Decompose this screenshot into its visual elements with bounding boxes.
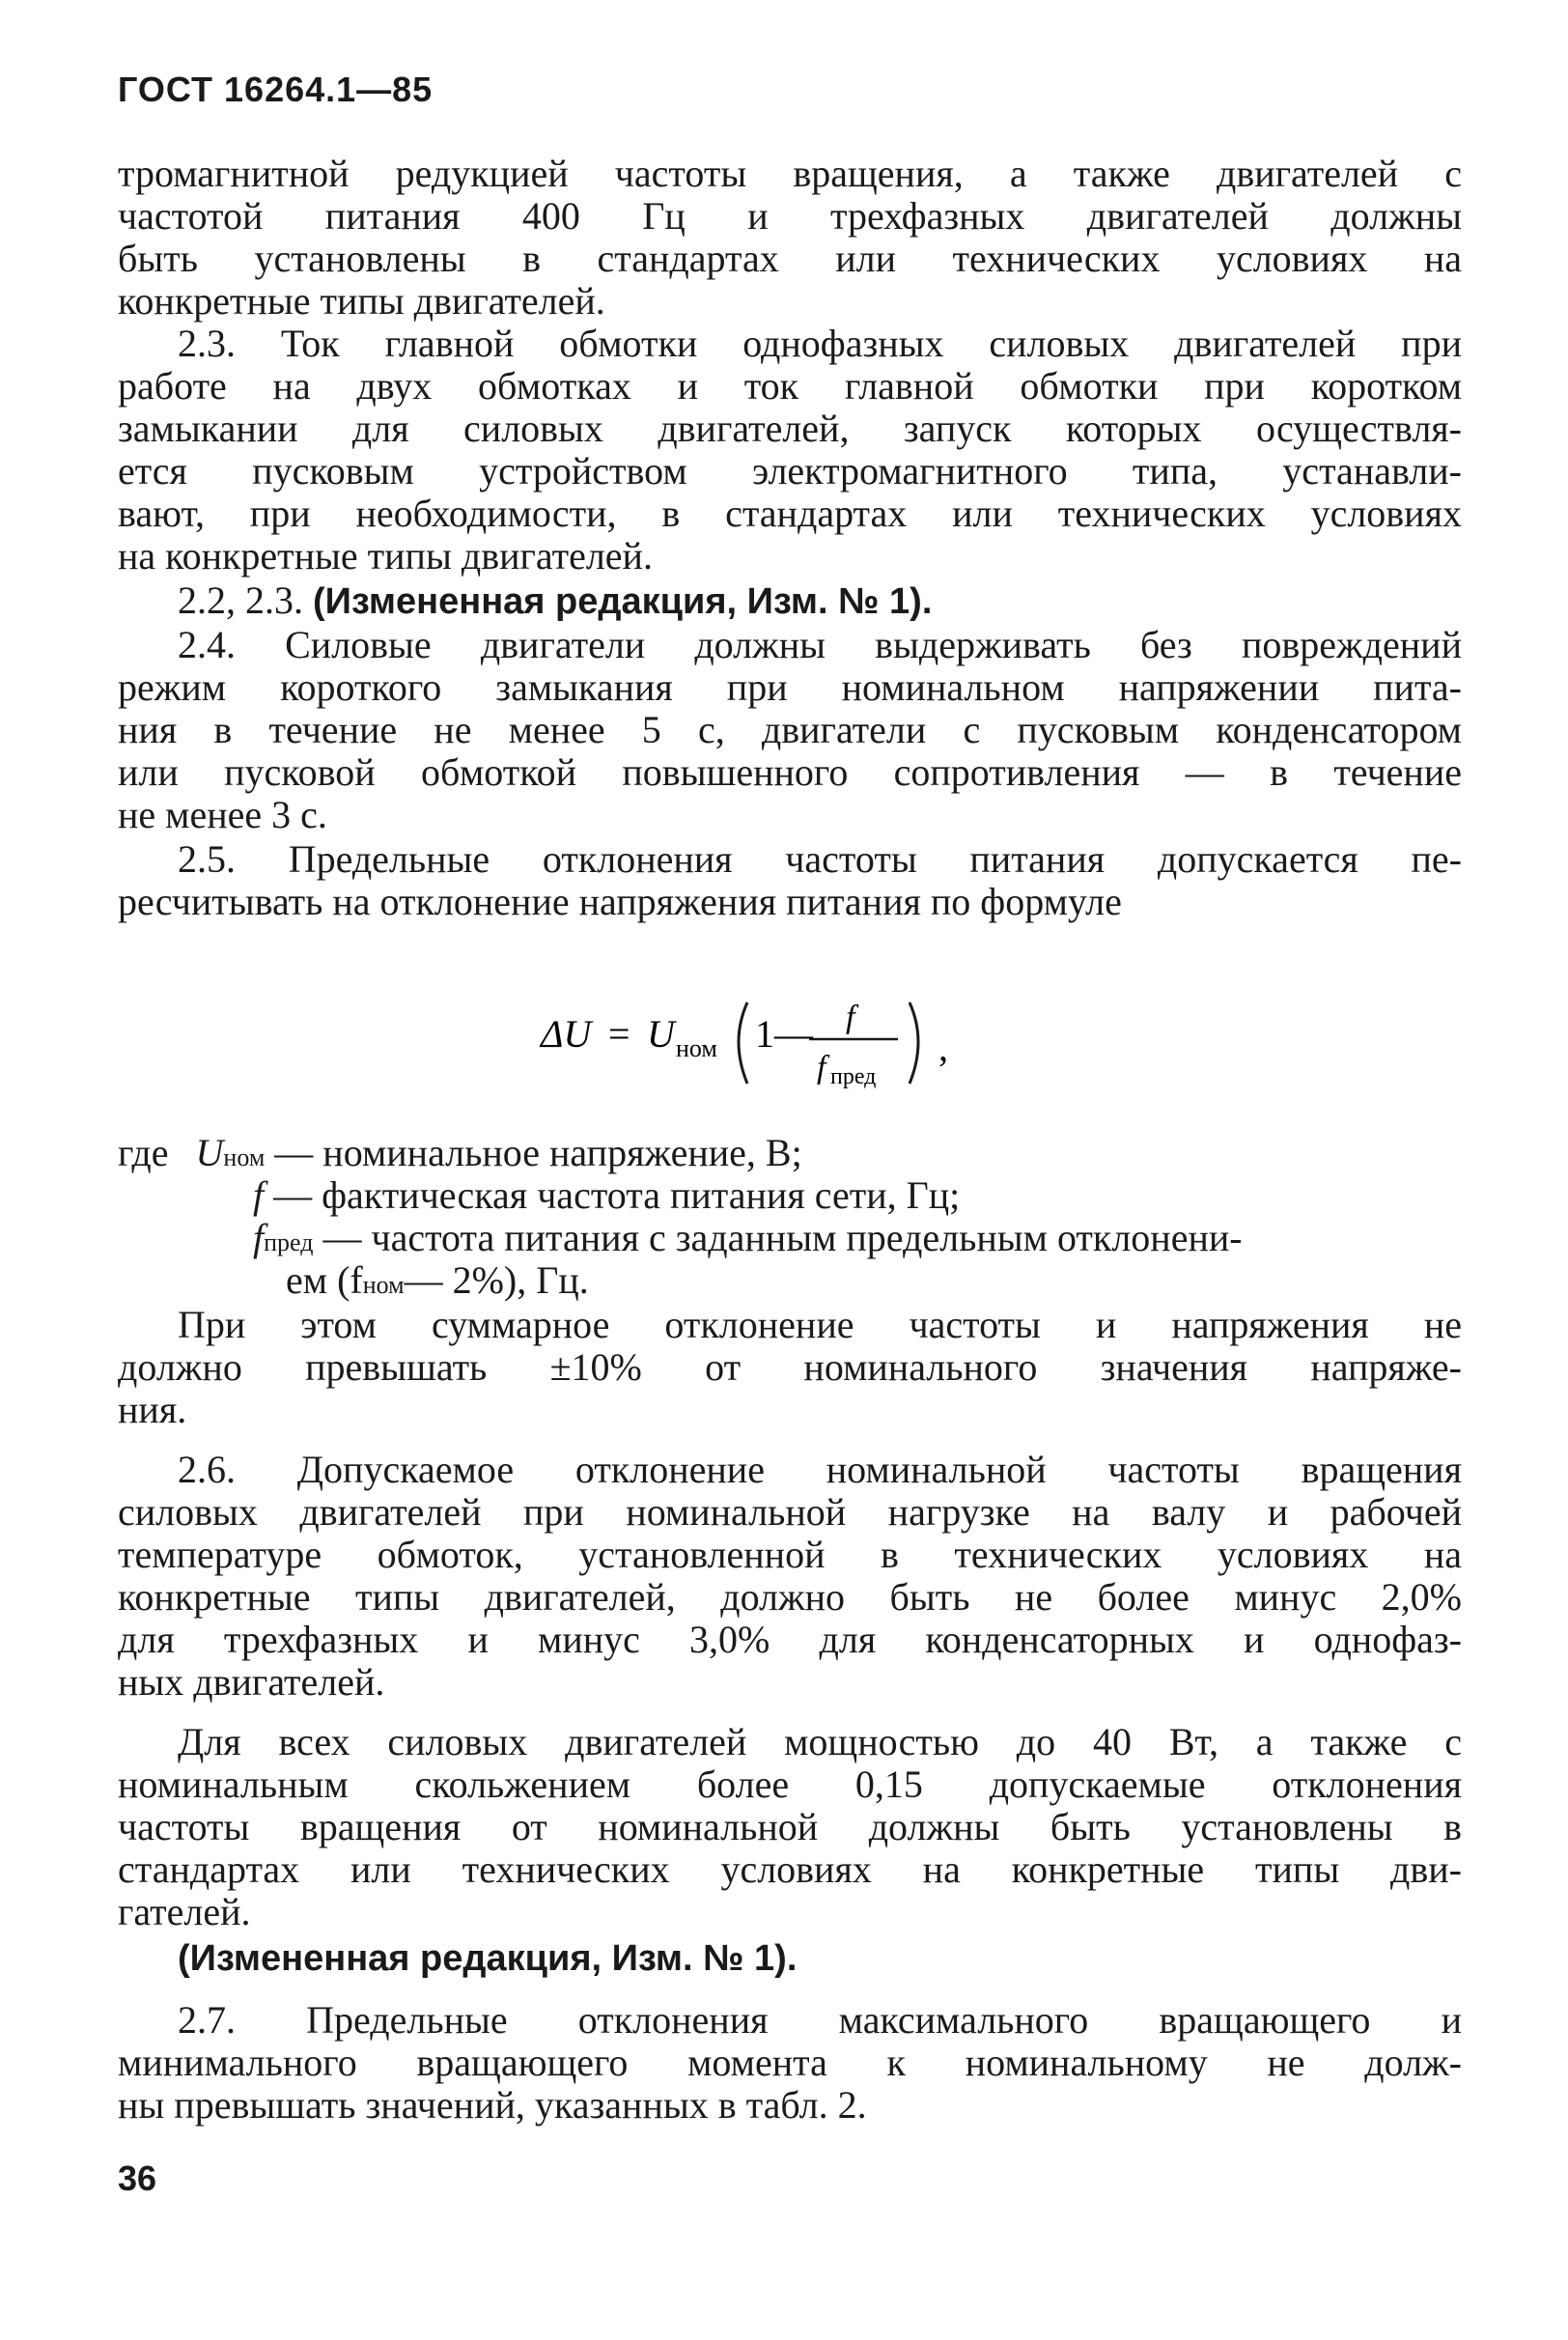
def2-symbol: f — [253, 1173, 265, 1217]
text-line: работе на двух обмотках и ток главной обмотки при коротком — [118, 364, 1462, 408]
def1-text: — номинальное напряжение, В; — [274, 1131, 802, 1174]
text-line: замыкании для силовых двигателей, запуск которых осуществля- — [118, 407, 1462, 450]
amendment-label: (Измененная редакция, Изм. № 1). — [313, 581, 933, 622]
text-line: 2.7. Предельные отклонения максимального вращающего и — [178, 1998, 1462, 2042]
def3-cont-sub: ном — [362, 1271, 405, 1299]
text-line: должно превышать ±10% от номинального значения напряже- — [118, 1345, 1462, 1389]
definition-row — [286, 1259, 589, 1307]
definition-row — [118, 1132, 802, 1179]
formula-one: 1— — [755, 1012, 813, 1056]
def3-text: — частота питания с заданным предельным отклонени- — [322, 1216, 1243, 1259]
text-line: 2.3. Ток главной обмотки однофазных силовых двигателей при — [178, 322, 1462, 365]
text-line: для трехфазных и минус 3,0% для конденсаторных и однофаз- — [118, 1618, 1462, 1661]
right-paren — [910, 1002, 918, 1084]
text-line: При этом суммарное отклонение частоты и напряжения не — [178, 1303, 1462, 1346]
text-line: 2.5. Предельные отклонения частоты питания допускается пе- — [178, 837, 1462, 881]
formula-num: f — [846, 1000, 855, 1035]
text-line: конкретные типы двигателей, должно быть не более минус 2,0% — [118, 1575, 1462, 1619]
formula-svg — [541, 983, 1043, 1099]
text-line: конкретные типы двигателей. — [118, 279, 605, 323]
amendment-label: (Измененная редакция, Изм. № 1). — [178, 1938, 798, 1979]
text-line: на конкретные типы двигателей. — [118, 534, 653, 578]
text-line: не менее 3 с. — [118, 793, 327, 836]
def1-sub: ном — [223, 1143, 266, 1171]
text-line: быть установлены в стандартах или технических условиях на — [118, 237, 1462, 280]
formula-tail: , — [938, 1026, 948, 1069]
def3-cont-tail: — 2%), Гц. — [404, 1258, 589, 1302]
formula-den-sub: пред — [830, 1064, 877, 1089]
definition-row — [253, 1217, 1462, 1264]
amendment-ref: 2.2, 2.3. — [178, 578, 303, 622]
def2-text: — фактическая частота питания сети, Гц; — [273, 1173, 961, 1217]
formula-u: U — [647, 1012, 675, 1056]
page-header: ГОСТ 16264.1—85 — [118, 70, 434, 109]
text-line: Для всех силовых двигателей мощностью до 40 Вт, а также с — [178, 1720, 1462, 1763]
formula-lhs: ΔU — [541, 1012, 592, 1056]
text-line: ных двигателей. — [118, 1660, 385, 1704]
text-line: 2.4. Силовые двигатели должны выдерживать без повреждений — [178, 623, 1462, 666]
text-line: вают, при необходимости, в стандартах или технических условиях — [118, 492, 1462, 535]
text-line: тромагнитной редукцией частоты вращения, а также двигателей с — [118, 152, 1462, 195]
formula-eq: = — [608, 1012, 630, 1056]
text-line: или пусковой обмоткой повышенного сопротивления — в течение — [118, 750, 1462, 794]
text-line: ется пусковым устройством электромагнитного типа, устанавли- — [118, 449, 1462, 493]
def1-symbol: U — [195, 1131, 224, 1174]
formula — [541, 983, 1043, 1099]
formula-den: f — [817, 1050, 826, 1085]
text-line: ресчитывать на отклонение напряжения питания по формуле — [118, 880, 1122, 923]
def3-sub: пред — [264, 1228, 314, 1256]
text-line: частоты вращения от номинальной должны быть установлены в — [118, 1805, 1462, 1848]
left-paren — [739, 1002, 747, 1084]
text-line: стандартах или технических условиях на конкретные типы дви- — [118, 1847, 1462, 1891]
text-line: температуре обмоток, установленной в технических условиях на — [118, 1533, 1462, 1576]
text-line: минимального вращающего момента к номинальному не долж- — [118, 2041, 1462, 2084]
text-line: 2.6. Допускаемое отклонение номинальной частоты вращения — [178, 1448, 1462, 1491]
def3-symbol: f — [253, 1216, 265, 1259]
text-line: номинальным скольжением более 0,15 допускаемые отклонения — [118, 1762, 1462, 1806]
where-word: где — [118, 1131, 169, 1174]
text-line: силовых двигателей при номинальной нагрузке на валу и рабочей — [118, 1490, 1462, 1534]
text-line: ны превышать значений, указанных в табл. 2. — [118, 2083, 867, 2127]
def3-cont: ем (f — [286, 1258, 363, 1302]
text-line: ния. — [118, 1388, 187, 1431]
amendment-note — [178, 579, 932, 623]
page-number: 36 — [118, 2158, 157, 2198]
definition-row — [253, 1174, 960, 1217]
text-line: ния в течение не менее 5 с, двигатели с пусковым конденсатором — [118, 708, 1462, 751]
formula-u-sub: ном — [676, 1034, 717, 1062]
text-line: гателей. — [118, 1890, 251, 1933]
text-line: частотой питания 400 Гц и трехфазных двигателей должны — [118, 194, 1462, 238]
text-line: режим короткого замыкания при номинальном напряжении пита- — [118, 665, 1462, 709]
